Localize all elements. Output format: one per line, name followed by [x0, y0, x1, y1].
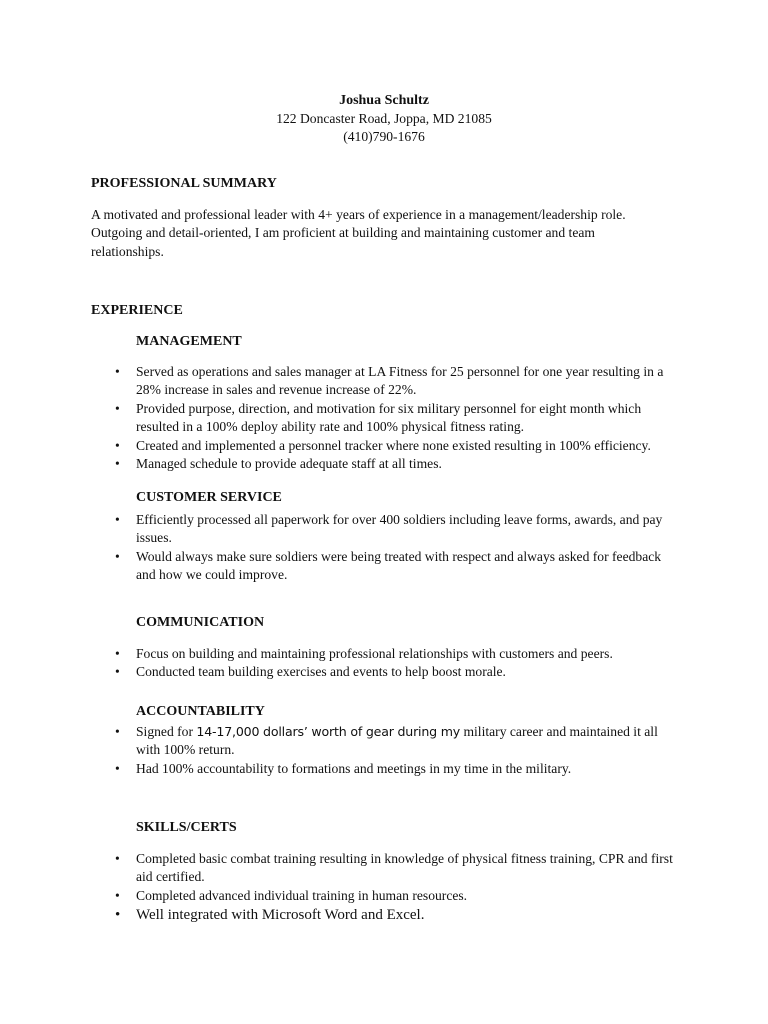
candidate-name: Joshua Schultz: [339, 93, 429, 108]
accountability-text: Signed for: [136, 724, 197, 739]
communication-heading: COMMUNICATION: [136, 615, 265, 630]
list-item: • Managed schedule to provide adequate staff at all times.: [136, 455, 684, 473]
summary-heading: PROFESSIONAL SUMMARY: [91, 176, 277, 191]
experience-heading: EXPERIENCE: [91, 303, 183, 318]
list-item: • Would always make sure soldiers were being treated with respect and always asked for feedback and how we could improve.: [136, 548, 684, 585]
list-item: • Completed advanced individual training in human resources.: [136, 887, 684, 905]
accountability-text-sans: 14-17,000 dollars’ worth of gear during my: [196, 724, 461, 739]
accountability-text: military career and maintained it all with 100% return.: [136, 724, 658, 758]
communication-list: [136, 645, 684, 682]
summary-line: Outgoing and detail-oriented, I am proficient at building and maintaining customer and team: [91, 225, 595, 241]
list-item: [136, 723, 684, 760]
management-list: [136, 363, 684, 473]
skills-heading: SKILLS/CERTS: [136, 820, 237, 835]
list-item: • Had 100% accountability to formations and meetings in my time in the military.: [136, 760, 684, 778]
candidate-phone: (410)790-1676: [343, 129, 425, 144]
accountability-heading: ACCOUNTABILITY: [136, 704, 265, 719]
list-item: • Completed basic combat training resulting in knowledge of physical fitness training, CPR and first aid certified.: [136, 850, 684, 887]
list-item: • Conducted team building exercises and events to help boost morale.: [136, 663, 684, 681]
list-item: • Focus on building and maintaining professional relationships with customers and peers.: [136, 645, 684, 663]
summary-line: relationships.: [91, 243, 164, 259]
candidate-address: 122 Doncaster Road, Joppa, MD 21085: [276, 111, 492, 126]
customer-service-list: [136, 511, 684, 585]
customer-service-heading: CUSTOMER SERVICE: [136, 490, 282, 505]
list-item: • Created and implemented a personnel tracker where none existed resulting in 100% efficiency.: [136, 437, 684, 455]
list-item: • Well integrated with Microsoft Word and Excel.: [136, 905, 684, 925]
management-heading: MANAGEMENT: [136, 334, 242, 349]
list-item: • Provided purpose, direction, and motivation for six military personnel for eight month which resulted in a 100% deploy ability rate and 100% physical fitness rating.: [136, 400, 684, 437]
list-item: • Efficiently processed all paperwork for over 400 soldiers including leave forms, awards, and pay issues.: [136, 511, 684, 548]
summary-paragraph: [91, 206, 651, 261]
summary-line: A motivated and professional leader with 4+ years of experience in a management/leadership role.: [91, 207, 626, 222]
accountability-list: [136, 723, 684, 778]
skills-list: [136, 850, 684, 925]
list-item: • Served as operations and sales manager at LA Fitness for 25 personnel for one year resulting in a 28% increase in sales and revenue increase of 22%.: [136, 363, 684, 400]
